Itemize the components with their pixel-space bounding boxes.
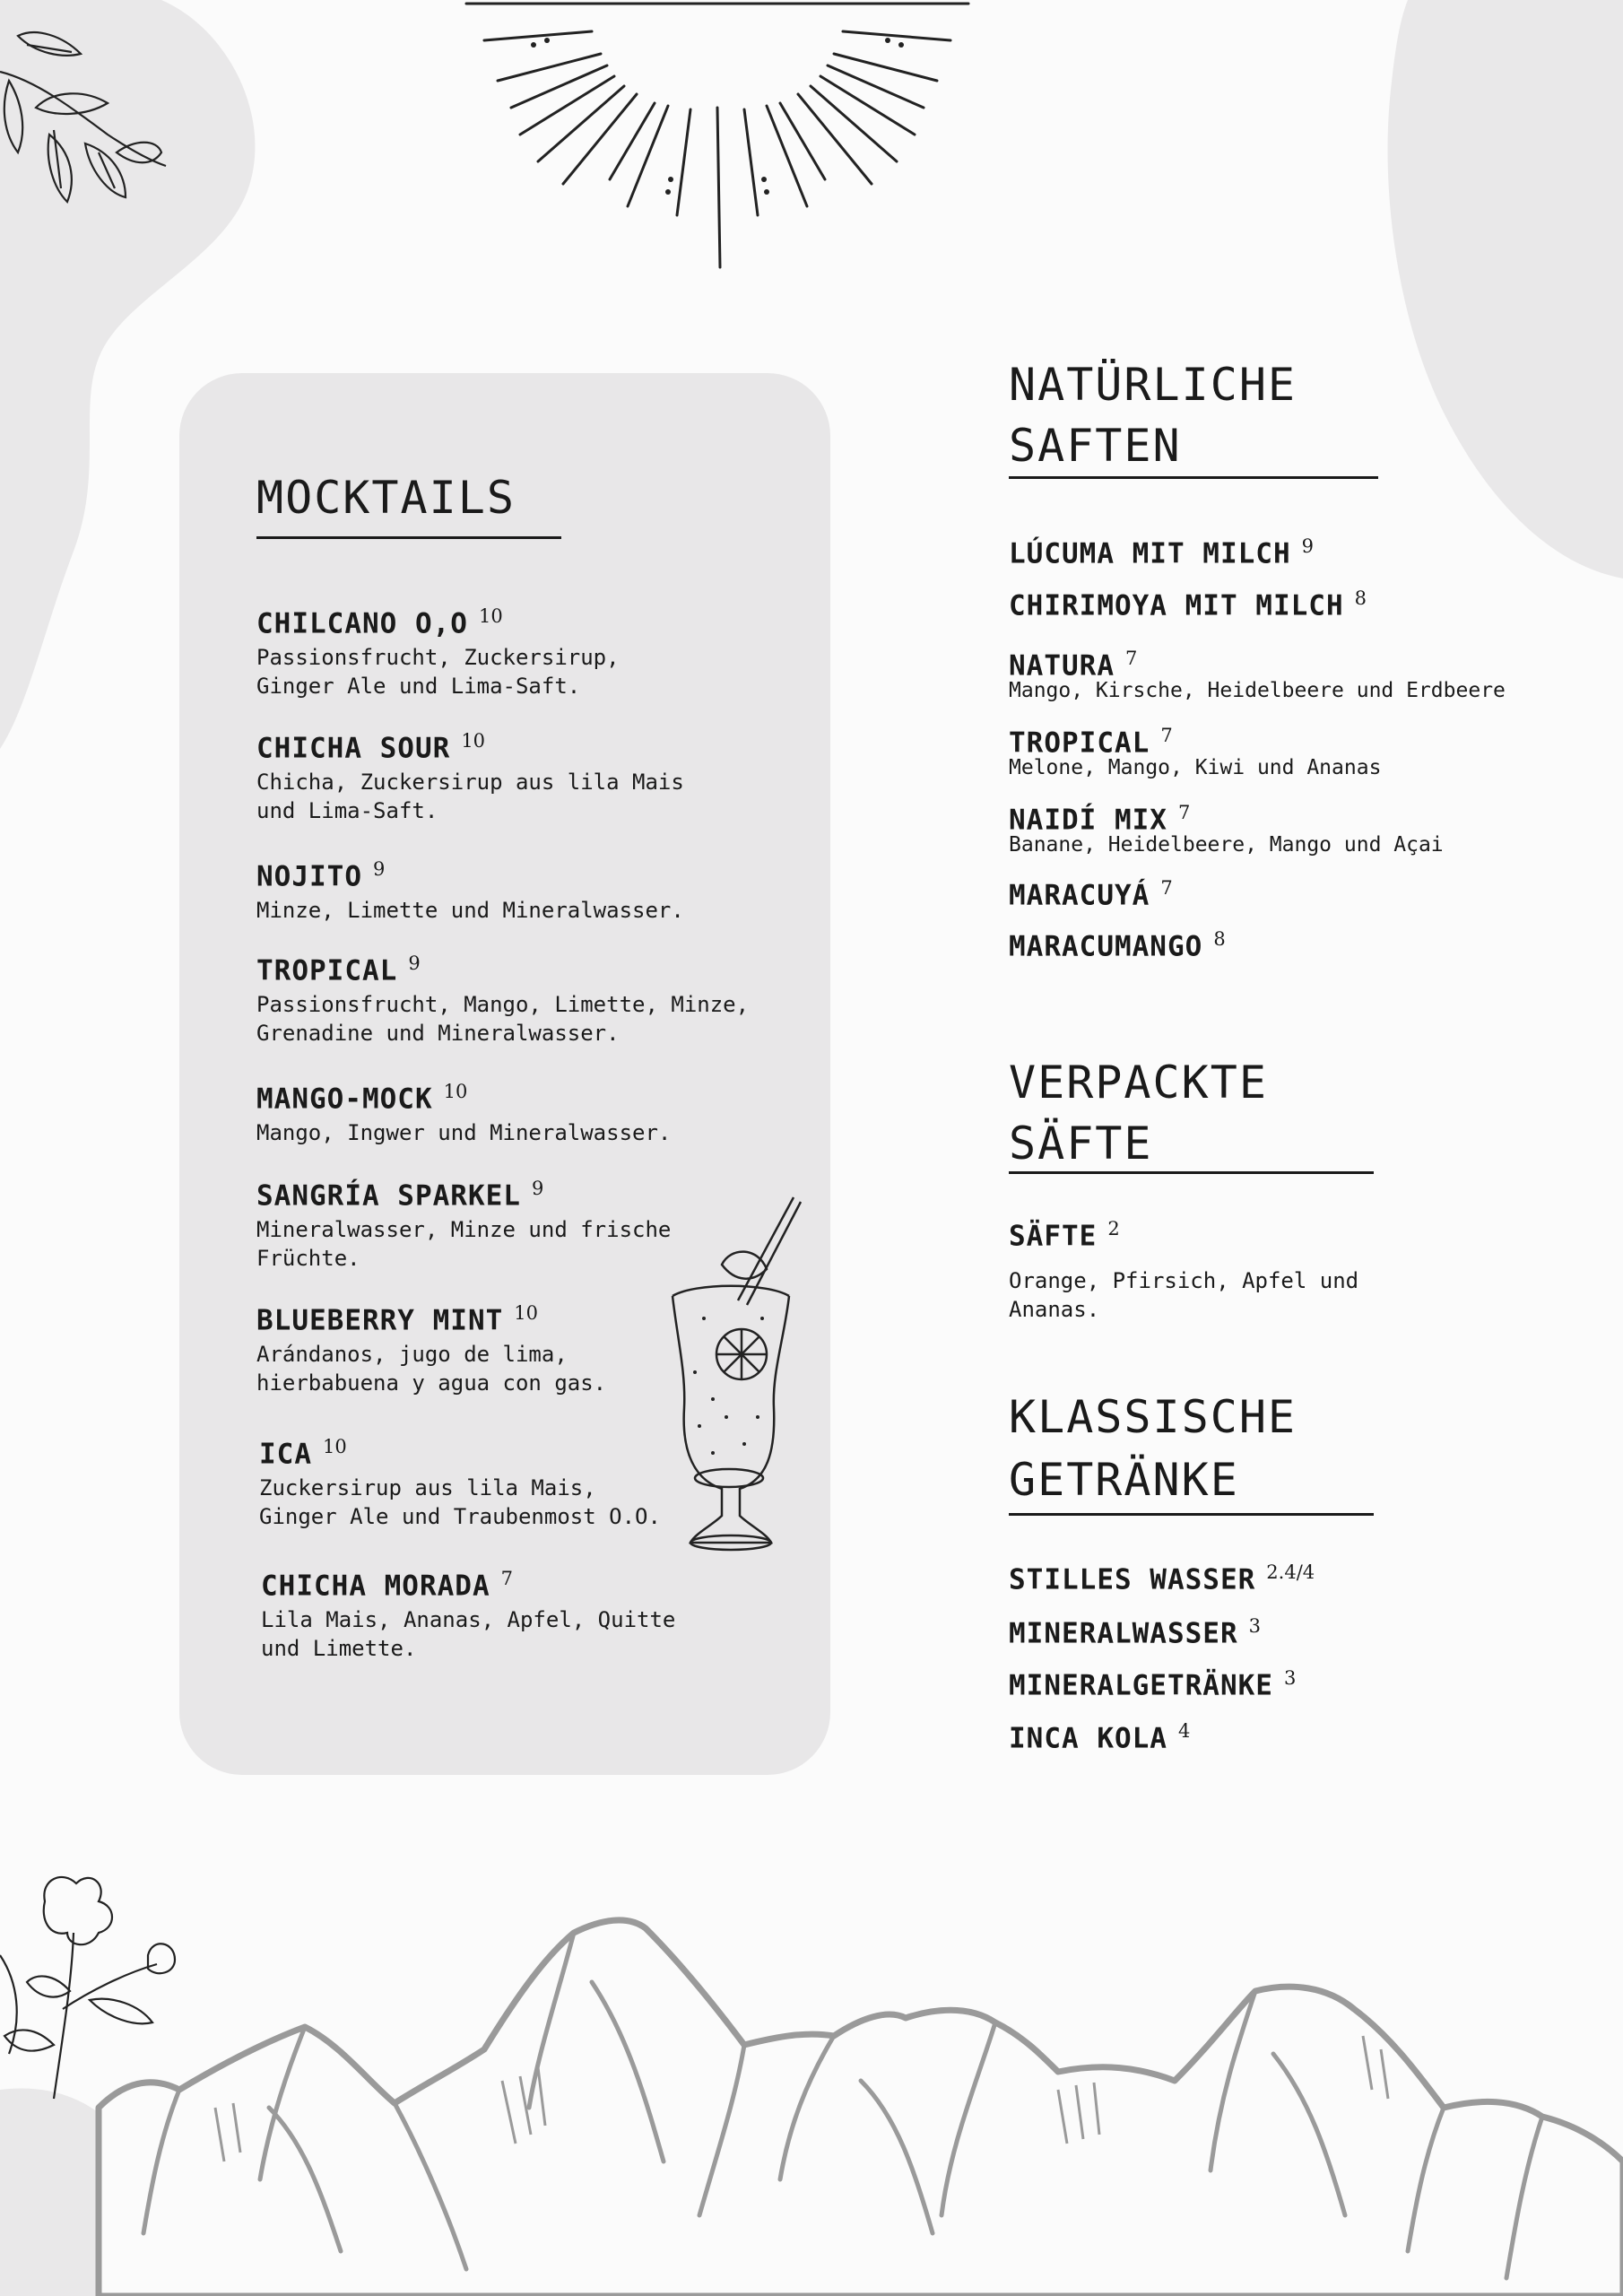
classic-title-line1: KLASSISCHE	[1009, 1391, 1298, 1443]
leaves-illustration	[0, 18, 179, 206]
menu-item	[261, 1562, 675, 1663]
menu-item	[1009, 923, 1226, 962]
item-price: 9	[372, 858, 386, 880]
mocktails-title-underline	[256, 536, 561, 539]
item-price: 2	[1107, 1218, 1120, 1239]
item-price: 4	[1177, 1720, 1191, 1742]
item-name: CHICHA MORADA	[261, 1570, 490, 1603]
sun-rays-illustration	[448, 0, 986, 278]
item-description: Mango, Kirsche, Heidelbeere und Erdbeere	[1009, 679, 1506, 703]
menu-item	[1009, 530, 1314, 570]
item-name: SANGRÍA SPARKEL	[256, 1179, 521, 1213]
item-description: Arándanos, jugo de lima, hierbabuena y agua con gas.	[256, 1342, 607, 1396]
item-name: SÄFTE	[1009, 1220, 1098, 1253]
item-name: CHIRIMOYA MIT MILCH	[1009, 589, 1344, 622]
top-right-blob	[1381, 0, 1623, 583]
menu-item	[256, 1172, 671, 1273]
item-name: MINERALGETRÄNKE	[1009, 1669, 1273, 1702]
item-price: 3	[1248, 1615, 1262, 1637]
item-description: Passionsfrucht, Zuckersirup, Ginger Ale und Lima-Saft.	[256, 645, 620, 700]
item-name: TROPICAL	[1009, 726, 1150, 760]
menu-item	[256, 600, 620, 700]
menu-item	[1009, 872, 1173, 911]
item-name: NATURA	[1009, 649, 1115, 683]
item-price: 9	[408, 952, 421, 974]
item-name: INCA KOLA	[1009, 1722, 1167, 1755]
menu-item	[256, 1297, 606, 1397]
item-description: Mango, Ingwer und Mineralwasser.	[256, 1120, 672, 1146]
item-description: Mineralwasser, Minze und frische Früchte.	[256, 1217, 672, 1272]
item-name: MANGO-MOCK	[256, 1083, 433, 1116]
item-name: TROPICAL	[256, 954, 398, 987]
menu-item	[1009, 582, 1367, 622]
item-description: Zuckersirup aus lila Mais, Ginger Ale und Traubenmost O.O.	[259, 1475, 661, 1530]
menu-item	[1009, 642, 1506, 703]
item-price: 7	[1160, 725, 1173, 746]
menu-item	[1009, 796, 1444, 857]
packaged-title-line1: VERPACKTE	[1009, 1057, 1268, 1109]
item-description: Chicha, Zuckersirup aus lila Mais und Lima-Saft.	[256, 770, 684, 824]
item-name: NOJITO	[256, 860, 362, 893]
item-name: CHICHA SOUR	[256, 732, 451, 765]
menu-item	[259, 1431, 661, 1531]
natural-title-line2: SAFTEN	[1009, 420, 1182, 472]
menu-item	[256, 1075, 671, 1147]
item-name: ICA	[259, 1438, 312, 1471]
item-price: 10	[514, 1302, 539, 1324]
cocktail-glass-illustration	[659, 1193, 803, 1578]
item-price: 7	[1177, 802, 1191, 823]
item-price: 8	[1213, 928, 1226, 950]
item-price: 7	[1124, 648, 1138, 669]
packaged-title-line2: SÄFTE	[1009, 1118, 1153, 1170]
item-name: STILLES WASSER	[1009, 1563, 1256, 1596]
menu-item	[1009, 719, 1381, 780]
item-name: MARACUMANGO	[1009, 930, 1203, 963]
classic-title-line2: GETRÄNKE	[1009, 1454, 1239, 1506]
mocktails-title: MOCKTAILS	[256, 472, 516, 524]
menu-item	[1009, 1662, 1296, 1701]
item-description: Minze, Limette und Mineralwasser.	[256, 898, 684, 924]
classic-title-underline	[1009, 1513, 1374, 1516]
item-description: Melone, Mango, Kiwi und Ananas	[1009, 756, 1382, 780]
item-name: CHILCANO O,O	[256, 607, 468, 640]
item-name: NAIDÍ MIX	[1009, 804, 1167, 837]
item-description: Lila Mais, Ananas, Apfel, Quitte und Limette.	[261, 1607, 676, 1662]
item-description: Orange, Pfirsich, Apfel und Ananas.	[1009, 1268, 1359, 1323]
menu-item	[256, 853, 684, 925]
item-name: MARACUYÁ	[1009, 879, 1150, 912]
mountain-range-illustration	[0, 1874, 1623, 2296]
item-price: 10	[443, 1081, 468, 1102]
item-name: BLUEBERRY MINT	[256, 1304, 504, 1337]
item-description: Banane, Heidelbeere, Mango und Açai	[1009, 833, 1444, 857]
natural-title-underline	[1009, 476, 1378, 479]
menu-item	[256, 947, 749, 1048]
natural-title-line1: NATÜRLICHE	[1009, 359, 1298, 411]
item-price: 3	[1283, 1667, 1297, 1689]
item-price: 2.4/4	[1266, 1561, 1315, 1583]
item-price: 7	[1160, 877, 1173, 899]
item-price: 9	[531, 1178, 544, 1199]
menu-item	[1009, 1213, 1358, 1324]
menu-item	[256, 725, 684, 825]
menu-item	[1009, 1610, 1261, 1649]
item-price: 10	[478, 605, 503, 627]
item-price: 8	[1354, 587, 1367, 609]
item-price: 7	[500, 1568, 514, 1589]
item-name: MINERALWASSER	[1009, 1617, 1238, 1650]
item-name: LÚCUMA MIT MILCH	[1009, 537, 1291, 570]
menu-item	[1009, 1715, 1190, 1754]
packaged-title-underline	[1009, 1171, 1374, 1174]
item-price: 10	[461, 730, 486, 752]
item-price: 9	[1301, 535, 1314, 557]
item-price: 10	[323, 1436, 347, 1457]
item-description: Passionsfrucht, Mango, Limette, Minze, Grenadine und Mineralwasser.	[256, 992, 750, 1047]
menu-item	[1009, 1556, 1315, 1596]
